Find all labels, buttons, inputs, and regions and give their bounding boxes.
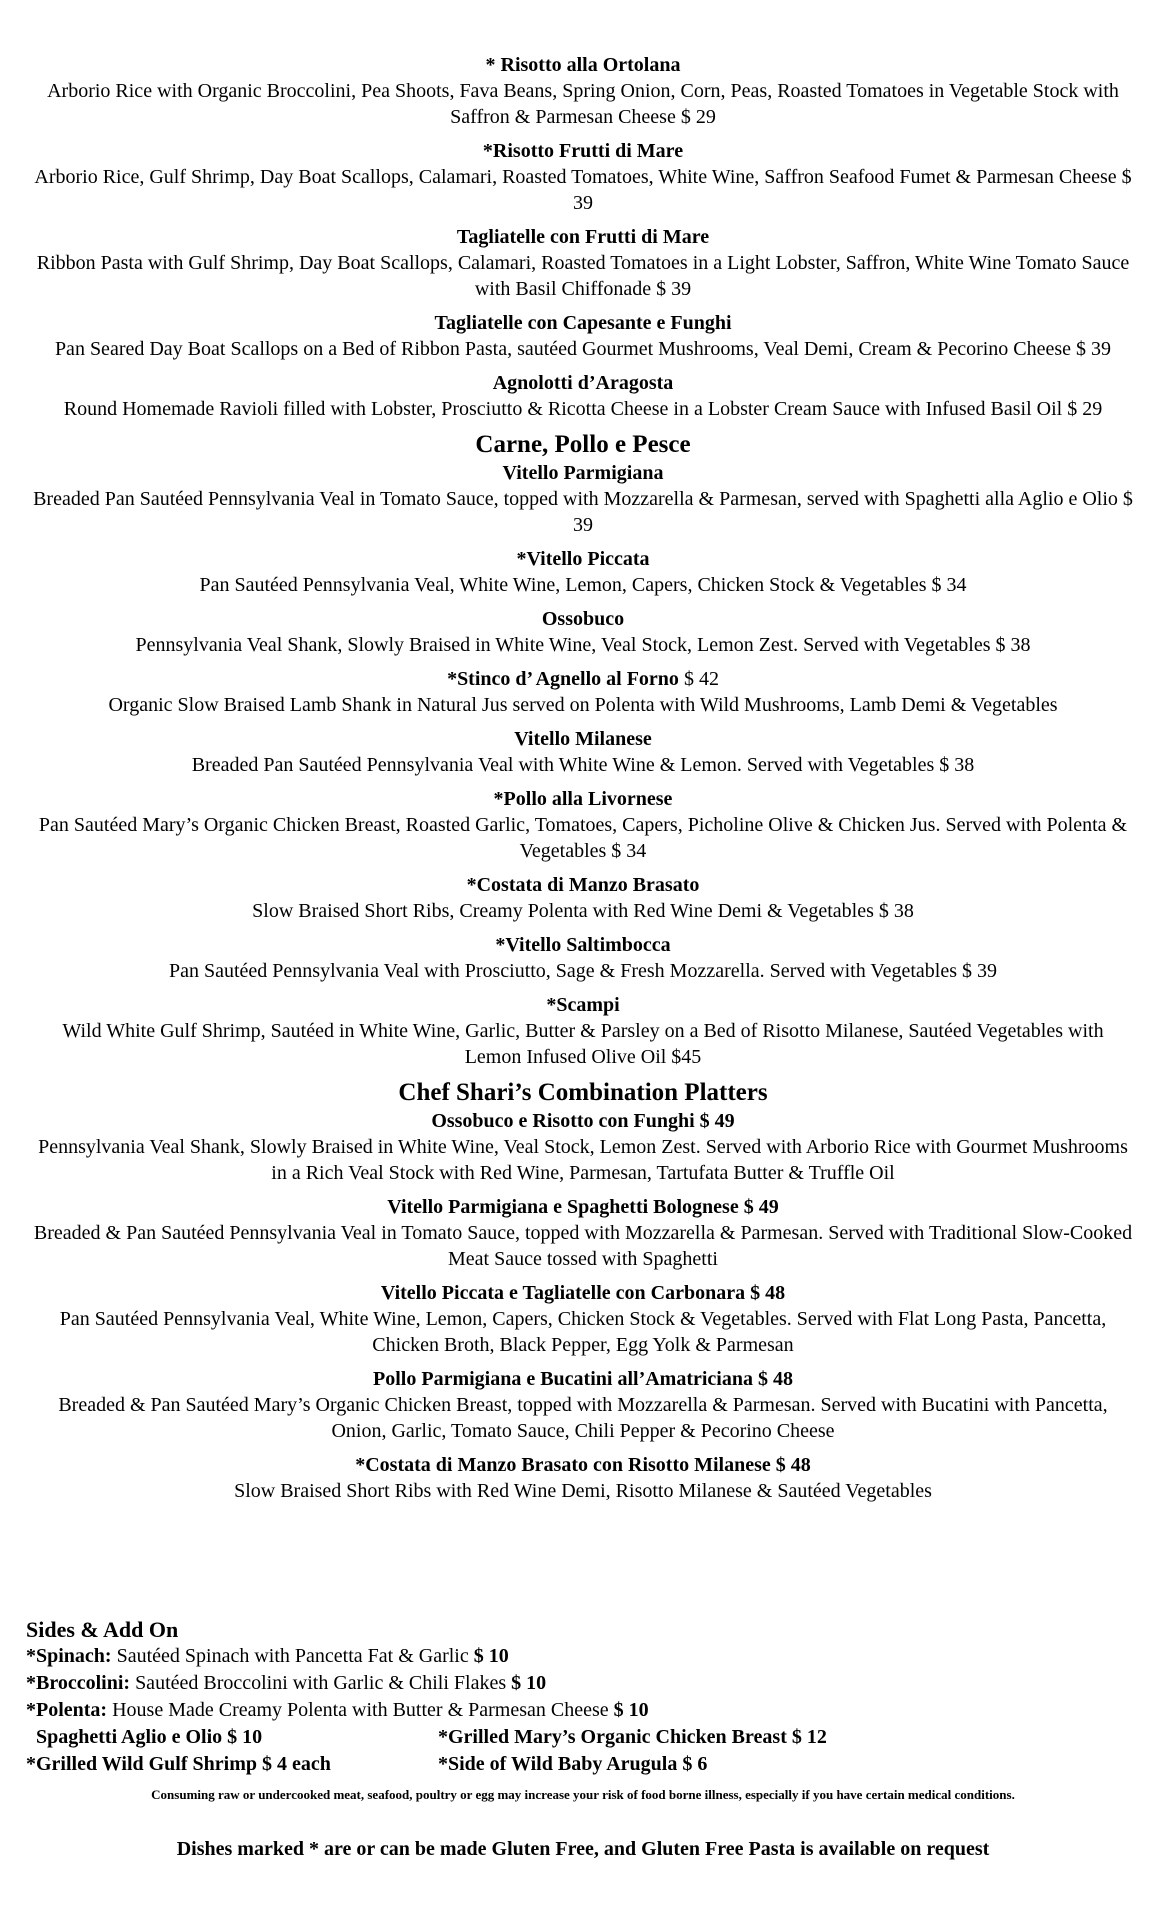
item-name: Tagliatelle con Capesante e Funghi [434,312,732,334]
menu-item [24,1108,1142,1186]
food-safety-disclaimer: Consuming raw or undercooked meat, seafood, poultry or egg may increase your risk of food borne illness, especially if you have certain medical conditions. [151,1787,1015,1802]
item-description: Breaded & Pan Sautéed Mary’s Organic Chicken Breast, topped with Mozzarella & Parmesan. Served with Bucatini with Pancetta, Onion, Garlic, Tomato Sauce, Chili Pepper & Pecorino Cheese [58,1394,1108,1442]
menu-item [24,138,1142,216]
menu-item [24,872,1142,924]
item-description: Pan Sautéed Pennsylvania Veal, White Wine, Lemon, Capers, Chicken Stock & Vegetables $ 34 [199,574,967,596]
section-title-carne: Carne, Pollo e Pesce [475,431,691,458]
menu-item [24,310,1142,362]
side-item [26,1670,1146,1697]
side-item [26,1643,1146,1670]
section-title-platters: Chef Shari’s Combination Platters [398,1079,768,1106]
side-label: *Polenta: [26,1699,108,1721]
item-name: *Costata di Manzo Brasato con Risotto Milanese $ 48 [355,1454,811,1476]
menu-item [24,546,1142,598]
item-name: * Risotto alla Ortolana [485,54,681,76]
item-description: Ribbon Pasta with Gulf Shrimp, Day Boat Scallops, Calamari, Roasted Tomatoes in a Light Lobster, Saffron, White Wine Tomato Sauce with Basil Chiffonade $ 39 [36,252,1130,300]
item-name: Vitello Milanese [514,728,652,750]
item-name: Ossobuco e Risotto con Funghi $ 49 [431,1110,735,1132]
side-label: *Broccolini: [26,1672,131,1694]
side-item: *Grilled Mary’s Organic Chicken Breast $ 12 [438,1726,827,1748]
side-price: $ 10 [473,1645,509,1667]
item-name: *Scampi [546,994,620,1016]
side-price: $ 10 [511,1672,547,1694]
item-name: Tagliatelle con Frutti di Mare [456,226,710,248]
section-title-sides: Sides & Add On [26,1617,179,1642]
item-description: Pan Sautéed Pennsylvania Veal, White Wine, Lemon, Capers, Chicken Stock & Vegetables. Served with Flat Long Pasta, Pancetta, Chicken Broth, Black Pepper, Egg Yolk & Parmesan [59,1308,1107,1356]
menu-item [24,786,1142,864]
item-description: Arborio Rice, Gulf Shrimp, Day Boat Scallops, Calamari, Roasted Tomatoes, White Wine, Saffron Seafood Fumet & Parmesan Cheese $ 39 [34,166,1132,214]
menu-item [24,726,1142,778]
item-description: Organic Slow Braised Lamb Shank in Natural Jus served on Polenta with Wild Mushrooms, Lamb Demi & Vegetables [108,694,1058,716]
side-item [26,1697,1146,1724]
item-name: *Vitello Saltimbocca [495,934,671,956]
item-description: Pan Seared Day Boat Scallops on a Bed of Ribbon Pasta, sautéed Gourmet Mushrooms, Veal Demi, Cream & Pecorino Cheese $ 39 [54,338,1112,360]
side-description: Sautéed Broccolini with Garlic & Chili Flakes [130,1672,512,1694]
item-description: Wild White Gulf Shrimp, Sautéed in White Wine, Garlic, Butter & Parsley on a Bed of Risotto Milanese, Sautéed Vegetables with Lemon Infused Olive Oil $45 [62,1020,1104,1068]
item-description: Slow Braised Short Ribs, Creamy Polenta with Red Wine Demi & Vegetables $ 38 [252,900,914,922]
item-name: *Pollo alla Livornese [493,788,673,810]
item-name: Vitello Parmigiana e Spaghetti Bolognese $ 49 [387,1196,779,1218]
item-description: Arborio Rice with Organic Broccolini, Pea Shoots, Fava Beans, Spring Onion, Corn, Peas, Roasted Tomatoes in Vegetable Stock with Saffron & Parmesan Cheese $ 29 [47,80,1119,128]
item-description: Pan Sautéed Pennsylvania Veal with Prosciutto, Sage & Fresh Mozzarella. Served with Vegetables $ 39 [169,960,997,982]
item-name: *Risotto Frutti di Mare [482,140,684,162]
menu-item [24,1452,1142,1504]
item-description: Breaded Pan Sautéed Pennsylvania Veal with White Wine & Lemon. Served with Vegetables $ 38 [191,754,975,776]
item-description: Slow Braised Short Ribs with Red Wine Demi, Risotto Milanese & Sautéed Vegetables [234,1480,932,1502]
item-name: *Stinco d’ Agnello al Forno [447,668,679,690]
item-description: Pennsylvania Veal Shank, Slowly Braised in White Wine, Veal Stock, Lemon Zest. Served with Arborio Rice with Gourmet Mushrooms in a Rich Veal Stock with Red Wine, Parmesan, Tartufata Butter & Truffle Oil [38,1136,1128,1184]
item-description: Round Homemade Ravioli filled with Lobster, Prosciutto & Ricotta Cheese in a Lobster Cream Sauce with Infused Basil Oil $ 29 [63,398,1103,420]
item-price: $ 42 [678,668,719,690]
item-name: Ossobuco [541,608,625,630]
item-name: *Costata di Manzo Brasato [466,874,700,896]
item-name-with-price [24,666,1142,692]
item-name: Vitello Piccata e Tagliatelle con Carbonara $ 48 [380,1282,786,1304]
gluten-free-note: Dishes marked * are or can be made Gluten Free, and Gluten Free Pasta is available on request [176,1838,990,1860]
side-item: *Grilled Wild Gulf Shrimp $ 4 each [26,1753,331,1775]
menu-item [24,1366,1142,1444]
menu-item [24,606,1142,658]
menu-item [24,666,1142,718]
menu-item [24,992,1142,1070]
menu-item [24,370,1142,422]
item-name: Vitello Parmigiana [502,462,664,484]
sides-section [26,1616,1146,1778]
side-price: $ 10 [613,1699,649,1721]
side-item: Spaghetti Aglio e Olio $ 10 [36,1726,263,1748]
side-label: *Spinach: [26,1645,112,1667]
menu-item [24,1280,1142,1358]
side-description: Sautéed Spinach with Pancetta Fat & Garlic [111,1645,474,1667]
item-name: Pollo Parmigiana e Bucatini all’Amatriciana $ 48 [373,1368,793,1390]
item-description: Breaded & Pan Sautéed Pennsylvania Veal in Tomato Sauce, topped with Mozzarella & Parmesan. Served with Traditional Slow-Cooked Meat Sauce tossed with Spaghetti [33,1222,1133,1270]
menu-item [24,52,1142,130]
side-description: House Made Creamy Polenta with Butter & Parmesan Cheese [107,1699,614,1721]
menu-item [24,932,1142,984]
menu-item [24,1194,1142,1272]
menu-item [24,460,1142,538]
side-pair-row [26,1751,1146,1778]
side-item: *Side of Wild Baby Arugula $ 6 [438,1753,708,1775]
item-description: Pennsylvania Veal Shank, Slowly Braised in White Wine, Veal Stock, Lemon Zest. Served with Vegetables $ 38 [135,634,1031,656]
item-name: *Vitello Piccata [516,548,650,570]
item-name: Agnolotti d’Aragosta [492,372,674,394]
menu-body [24,52,1142,1512]
item-description: Pan Sautéed Mary’s Organic Chicken Breast, Roasted Garlic, Tomatoes, Capers, Picholine Olive & Chicken Jus. Served with Polenta & Vegetables $ 34 [38,814,1128,862]
item-description: Breaded Pan Sautéed Pennsylvania Veal in Tomato Sauce, topped with Mozzarella & Parmesan, served with Spaghetti alla Aglio e Olio $ 39 [33,488,1133,536]
side-pair-row [26,1724,1146,1751]
menu-item [24,224,1142,302]
